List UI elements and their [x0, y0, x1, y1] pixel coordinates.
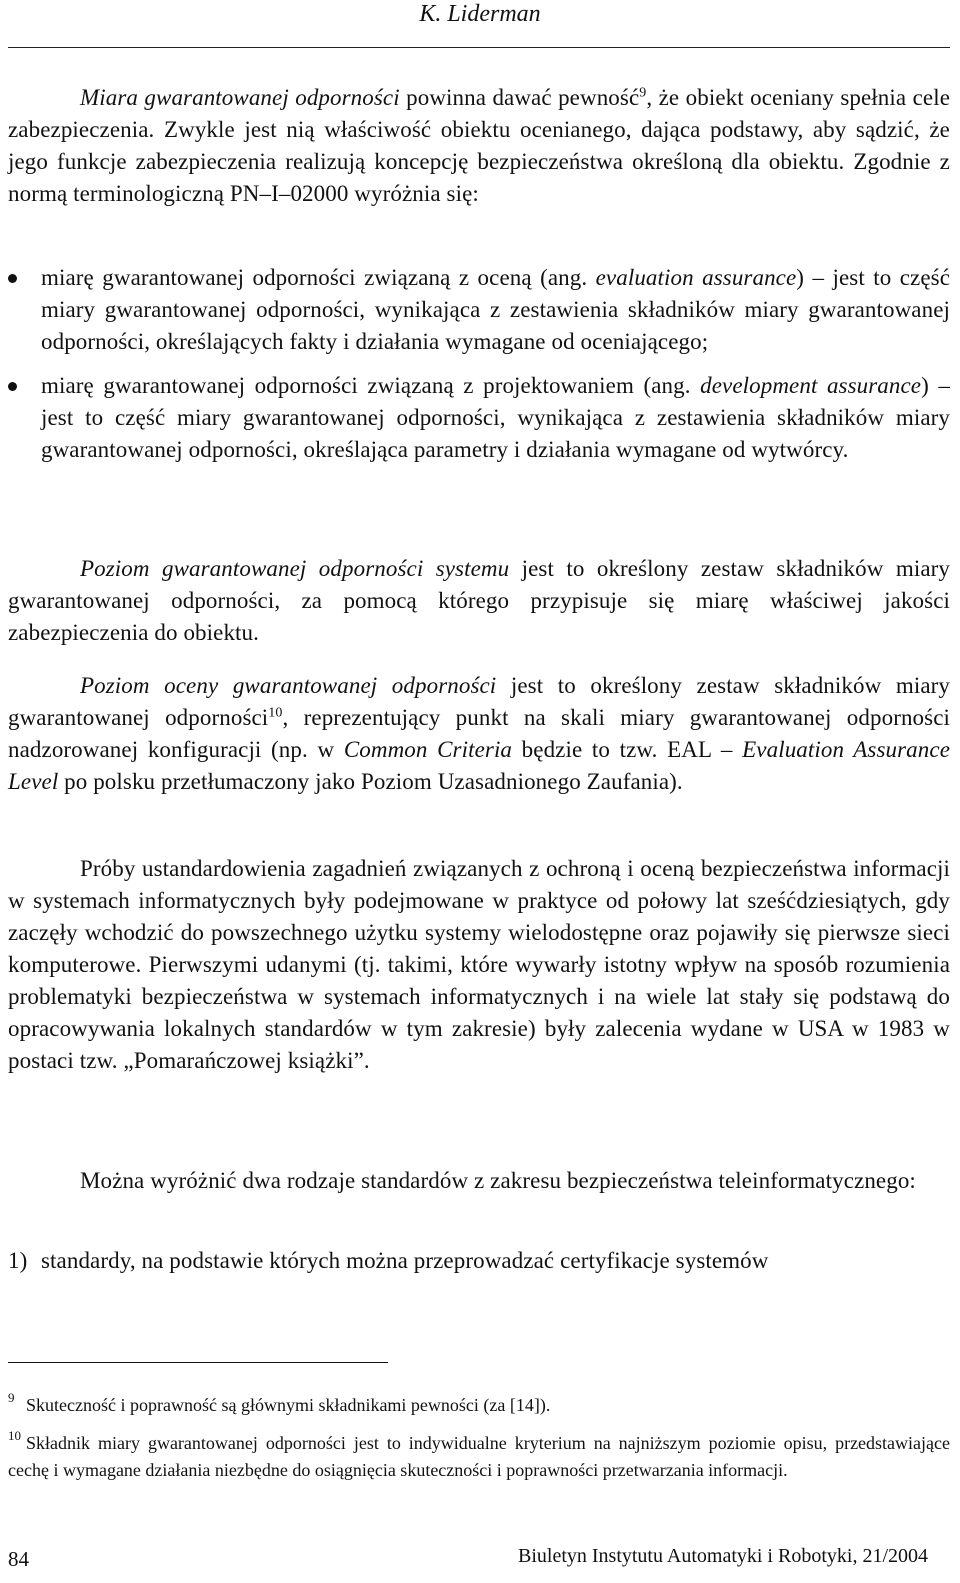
p3-text-1: jest to określony zestaw składników miary gwarantowanej odporności [8, 673, 950, 730]
p2-text: jest to określony zestaw składników miary gwarantowanej odporności, za pomocą którego przypisuje się miarę właściwej jakości zabezpieczenia do obiektu. [8, 556, 951, 645]
bullet-text-a: miarę gwarantowanej odporności związaną z oceną (ang. [41, 265, 596, 290]
body-paragraph-5 [8, 1165, 950, 1197]
term-common-criteria: Common Criteria [343, 737, 513, 762]
bullet-item [8, 370, 950, 466]
body-paragraph-1 [8, 82, 950, 210]
p1-text-2: , że obiekt oceniany spełnia cele zabezpieczenia. Zwykle jest nią właściwość obiektu ocenianego, dająca podstawy, aby sądzić, że jego funkcje zabezpieczenia realizują koncepcję bezpieczeństwa określoną dla obiektu. Zgodnie z normą terminologiczną PN–I–02000 wyróżnia się: [8, 85, 951, 206]
footnote-ref-9: 9 [639, 85, 647, 101]
footnote-number: 9 [8, 1390, 15, 1405]
bullet-icon [8, 382, 17, 391]
footnote-rule [8, 1362, 388, 1363]
body-paragraph-3 [8, 670, 950, 798]
numbered-list [8, 1245, 950, 1277]
body-paragraph-2 [8, 553, 950, 649]
footnote-ref-10: 10 [268, 705, 283, 721]
list-item-text: standardy, na podstawie których można przeprowadzać certyfikacje systemów [41, 1248, 769, 1273]
p3-text-4: po polsku przetłumaczony jako Poziom Uzasadnionego Zaufania). [58, 769, 683, 794]
running-header-author: K. Liderman [419, 1, 541, 27]
term-miara: Miara gwarantowanej odporności [80, 85, 400, 110]
body-paragraph-4 [8, 853, 950, 1077]
page-number: 84 [8, 1547, 29, 1571]
bullet-item [8, 262, 950, 358]
footnote-text: Skuteczność i poprawność są głównymi składnikami pewności (za [14]). [26, 1395, 551, 1415]
header-rule [8, 47, 950, 48]
list-item [8, 1245, 950, 1277]
term-eal: Evaluation Assurance Level [8, 737, 950, 794]
list-item-number: 1) [8, 1248, 28, 1273]
p4-text: Próby ustandardowienia zagadnień związanych z ochroną i oceną bezpieczeństwa informacji w systemach informatycznych były podejmowane w praktyce od połowy lat sześćdziesiątych, gdy zaczęły wchodzić do powszechnego użytku systemy wielodostępne oraz pojawiły się pierwsze sieci komputerowe. Pierwszymi udanymi (tj. takimi, które wywarły istotny wpływ na sposób rozumienia problematyki bezpieczeństwa w systemach informatycznych i na wiele lat stały się podstawą do opracowywania lokalnych standardów w tym zakresie) były zalecenia wydane w USA w 1983 w postaci tzw. „Pomarańczowej książki”. [8, 856, 950, 1073]
p3-text-2: , reprezentujący punkt na skali miary gwarantowanej odporności nadzorowanej konfiguracji (np. w [8, 705, 950, 762]
bullet-list [8, 262, 950, 466]
bullet-text-a: miarę gwarantowanej odporności związaną z projektowaniem (ang. [41, 373, 701, 398]
term-poziom-systemu: Poziom gwarantowanej odporności systemu [80, 556, 510, 581]
bullet-term: evaluation assurance [595, 265, 797, 290]
bullet-term: development assurance [700, 373, 922, 398]
p3-text-3: będzie to tzw. EAL – [512, 737, 743, 762]
footnote-number: 10 [8, 1428, 21, 1443]
footnote-9 [8, 1392, 950, 1419]
page-footer [8, 1545, 950, 1575]
bullet-icon [8, 274, 17, 283]
journal-citation: Biuletyn Instytutu Automatyki i Robotyki, 21/2004 [517, 1545, 928, 1567]
p1-text-1: powinna dawać pewność [399, 85, 640, 110]
footnote-10 [8, 1430, 950, 1484]
p5-text: Można wyróżnić dwa rodzaje standardów z zakresu bezpieczeństwa teleinformatycznego: [80, 1168, 916, 1193]
term-poziom-oceny: Poziom oceny gwarantowanej odporności [80, 673, 497, 698]
bullet-text-b: ) – jest to część miary gwarantowanej odporności, wynikająca z zestawienia składników miary gwarantowanej odporności, określających fakty i działania wymagane od oceniającego; [41, 265, 951, 354]
footnote-text: Składnik miary gwarantowanej odporności jest to indywidualne kryterium na najniższym poziomie opisu, przedstawiające cechę i wymagane działania niezbędne do osiągnięcia skuteczności i poprawności przetwarzania informacji. [8, 1433, 950, 1480]
bullet-text-b: ) – jest to część miary gwarantowanej odporności, wynikająca z zestawienia składników miary gwarantowanej odporności, określająca parametry i działania wymagane od wytwórcy. [41, 373, 951, 462]
running-header [0, 0, 960, 36]
